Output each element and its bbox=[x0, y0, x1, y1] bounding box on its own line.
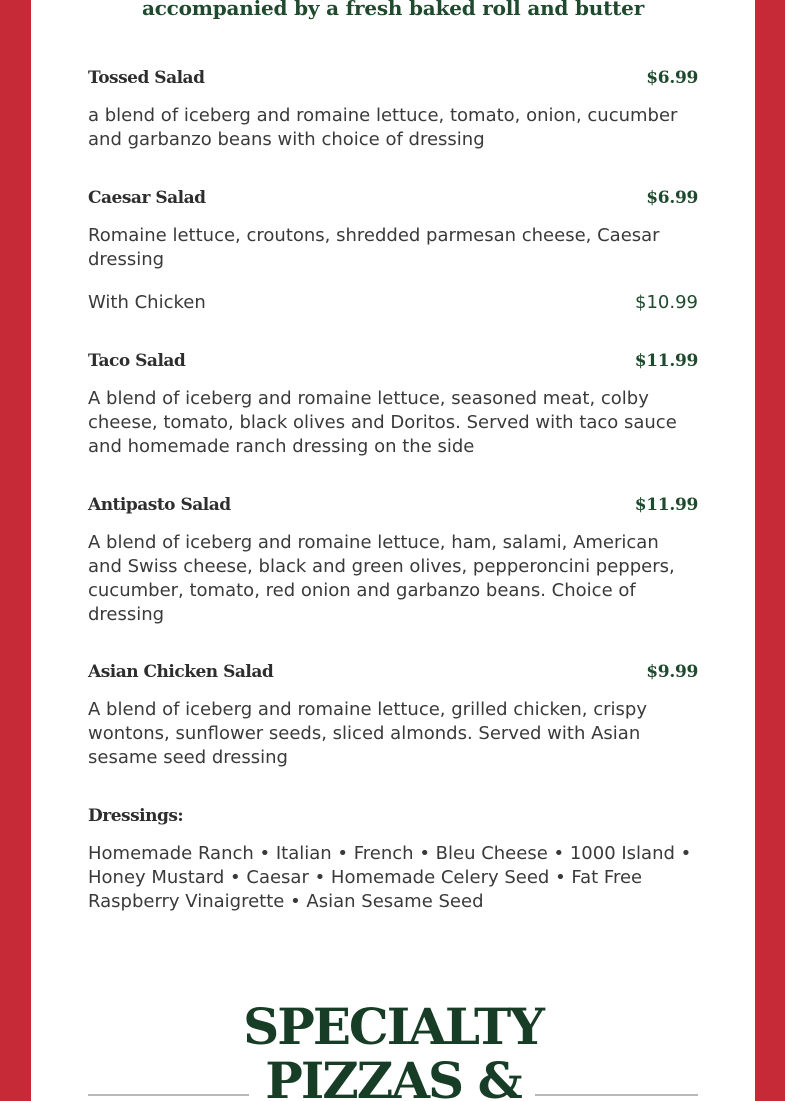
section-heading-specialty-pizzas bbox=[31, 997, 755, 1101]
menu-item-caesar-salad bbox=[88, 188, 698, 315]
item-description: Romaine lettuce, croutons, shredded parmesan cheese, Caesar dressing bbox=[88, 225, 660, 270]
item-name: Asian Chicken Salad bbox=[88, 662, 274, 682]
item-name: Caesar Salad bbox=[88, 188, 206, 208]
section-subtitle: accompanied by a fresh baked roll and butter bbox=[141, 0, 645, 20]
dressings-block bbox=[88, 806, 698, 914]
item-description: A blend of iceberg and romaine lettuce, seasoned meat, colby cheese, tomato, black olives and Doritos. Served with taco sauce and homemade ranch dressing on the side bbox=[88, 388, 677, 457]
left-red-border bbox=[0, 0, 31, 1101]
option-label: With Chicken bbox=[88, 292, 206, 313]
item-price: $6.99 bbox=[646, 68, 698, 88]
item-name: Taco Salad bbox=[88, 351, 186, 371]
item-description: A blend of iceberg and romaine lettuce, ham, salami, American and Swiss cheese, black and green olives, pepperoncini peppers, cucumber, tomato, red onion and garbanzo beans. Choice of dressing bbox=[88, 532, 675, 625]
item-price: $11.99 bbox=[634, 351, 698, 371]
right-red-border bbox=[755, 0, 785, 1101]
heading-line-2: PIZZAS & bbox=[265, 1051, 521, 1101]
item-option-row bbox=[88, 291, 698, 315]
item-price: $6.99 bbox=[646, 188, 698, 208]
dressings-title: Dressings: bbox=[88, 806, 184, 826]
item-name: Antipasto Salad bbox=[88, 495, 231, 515]
item-description: A blend of iceberg and romaine lettuce, grilled chicken, crispy wontons, sunflower seeds, sliced almonds. Served with Asian sesame seed dressing bbox=[88, 699, 647, 768]
item-name: Tossed Salad bbox=[88, 68, 205, 88]
dressings-list: Homemade Ranch • Italian • French • Bleu Cheese • 1000 Island • Honey Mustard • Caesar • Homemade Celery Seed • Fat Free Raspberry Vinaigrette • Asian Sesame Seed bbox=[88, 843, 692, 912]
item-price: $9.99 bbox=[646, 662, 698, 682]
item-description: a blend of iceberg and romaine lettuce, tomato, onion, cucumber and garbanzo beans with choice of dressing bbox=[88, 105, 678, 150]
menu-item-tossed-salad bbox=[88, 68, 698, 152]
menu-item-asian-chicken-salad bbox=[88, 662, 698, 770]
menu-item-taco-salad bbox=[88, 351, 698, 459]
option-price: $10.99 bbox=[635, 292, 698, 313]
heading-line-1: SPECIALTY bbox=[243, 997, 543, 1056]
menu-item-antipasto-salad bbox=[88, 495, 698, 627]
menu-page bbox=[31, 0, 755, 1101]
item-price: $11.99 bbox=[634, 495, 698, 515]
